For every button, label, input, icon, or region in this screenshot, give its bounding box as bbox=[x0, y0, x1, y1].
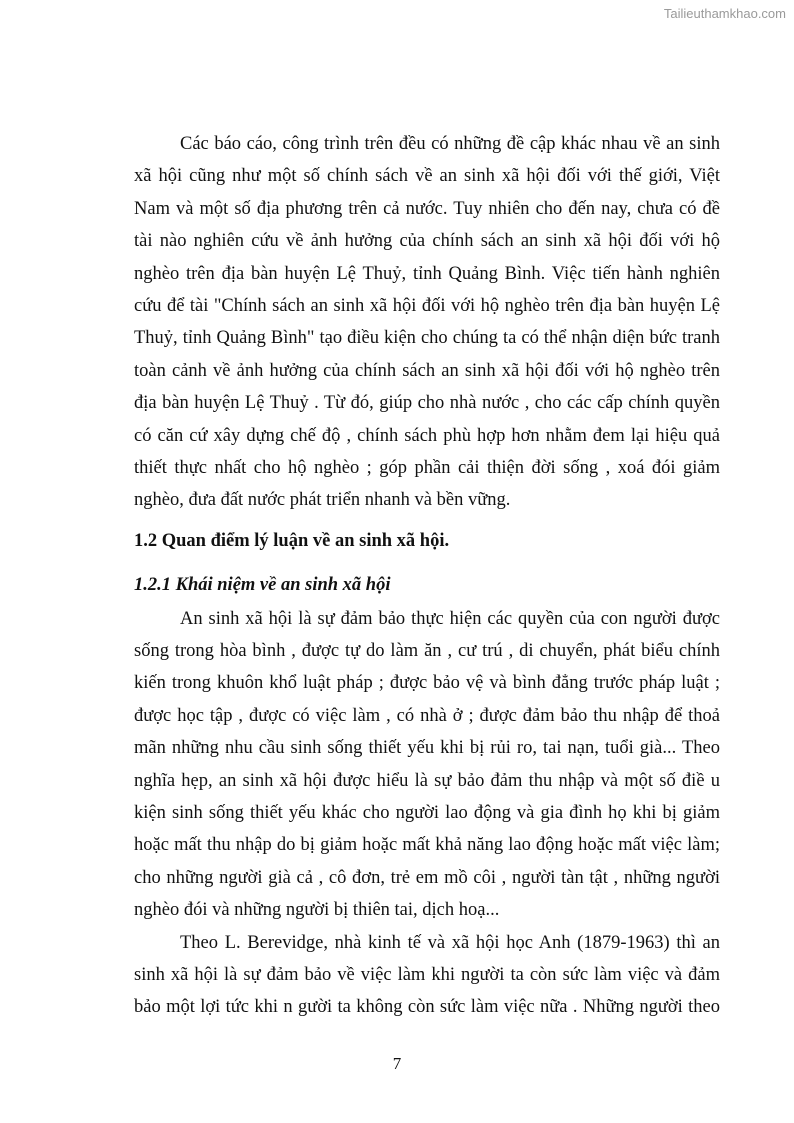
text-line: bảo một lợi tức khi n gười ta không còn sức làm việc nữa . Những người theo bbox=[134, 997, 720, 1018]
text-line: nghèo trên địa bàn huyện Lệ Thuỷ, tỉnh Quảng Bình. Việc tiến hành nghiên bbox=[134, 263, 720, 284]
text-line: sinh xã hội là sự đảm bảo về việc làm khi người ta còn sức làm việc và đảm bbox=[134, 964, 720, 985]
text-line: thiết thực nhất cho hộ nghèo ; góp phần cải thiện đời sống , xoá đói giảm bbox=[134, 457, 720, 478]
text-line: xã hội cũng như một số chính sách về an sinh xã hội đối với thế giới, Việt bbox=[134, 166, 720, 187]
text-line: cứu để tài "Chính sách an sinh xã hội đối với hộ nghèo trên địa bàn huyện Lệ bbox=[134, 295, 720, 316]
text-line: cho những người già cả , cô đơn, trẻ em mồ côi , người tàn tật , những người bbox=[134, 867, 720, 888]
text-line: hoặc mất thu nhập do bị giảm hoặc mất khả năng lao động hoặc mất việc làm; bbox=[134, 835, 720, 856]
text-line: nghèo, đưa đất nước phát triển nhanh và bền vững. bbox=[134, 490, 511, 511]
text-line: An sinh xã hội là sự đảm bảo thực hiện các quyền của con người được bbox=[180, 608, 720, 629]
paragraph-definition bbox=[134, 603, 720, 927]
text-line: kiện sinh sống thiết yếu khác cho người lao động và gia đình họ khi bị giảm bbox=[134, 803, 720, 824]
text-line: có căn cứ xây dựng chế độ , chính sách phù hợp hơn nhằm đem lại hiệu quả bbox=[134, 425, 720, 446]
paragraph-beveridge bbox=[134, 927, 720, 1024]
text-line: Thuỷ, tỉnh Quảng Bình" tạo điều kiện cho chúng ta có thể nhận diện bức tranh bbox=[134, 328, 720, 349]
text-line: Nam và một số địa phương trên cả nước. Tuy nhiên cho đến nay, chưa có đề bbox=[134, 198, 720, 219]
text-line: nghèo đói và những người bị thiên tai, dịch hoạ... bbox=[134, 900, 500, 921]
text-line: địa bàn huyện Lệ Thuỷ . Từ đó, giúp cho nhà nước , cho các cấp chính quyền bbox=[134, 393, 720, 414]
text-line: kiến trong khuôn khổ luật pháp ; được bảo vệ và bình đẳng trước pháp luật ; bbox=[134, 673, 720, 694]
text-line: được học tập , được có việc làm , có nhà ở ; được đảm bảo thu nhập để thoả bbox=[134, 705, 720, 726]
text-line: Theo L. Berevidge, nhà kinh tế và xã hội học Anh (1879-1963) thì an bbox=[180, 932, 720, 953]
page-content bbox=[134, 128, 720, 1024]
text-line: nghĩa hẹp, an sinh xã hội được hiểu là sự bảo đảm thu nhập và một số điề u bbox=[134, 770, 720, 791]
section-heading: 1.2 Quan điểm lý luận về an sinh xã hội. bbox=[134, 530, 450, 551]
paragraph-intro bbox=[134, 128, 720, 517]
text-line: Các báo cáo, công trình trên đều có những đề cập khác nhau về an sinh bbox=[180, 134, 720, 154]
subsection-heading: 1.2.1 Khái niệm về an sinh xã hội bbox=[134, 574, 391, 595]
page-number: 7 bbox=[392, 1054, 402, 1073]
text-line: mãn những nhu cầu sinh sống thiết yếu khi bị rủi ro, tai nạn, tuổi già... Theo bbox=[134, 738, 720, 759]
text-line: toàn cảnh về ảnh hưởng của chính sách an sinh xã hội đối với hộ nghèo trên bbox=[134, 360, 720, 381]
text-line: sống trong hòa bình , được tự do làm ăn , cư trú , di chuyển, phát biểu chính bbox=[134, 641, 720, 662]
text-line: tài nào nghiên cứu về ảnh hưởng của chính sách an sinh xã hội đối với hộ bbox=[134, 231, 720, 252]
watermark: Tailieuthamkhao.com bbox=[663, 6, 786, 21]
